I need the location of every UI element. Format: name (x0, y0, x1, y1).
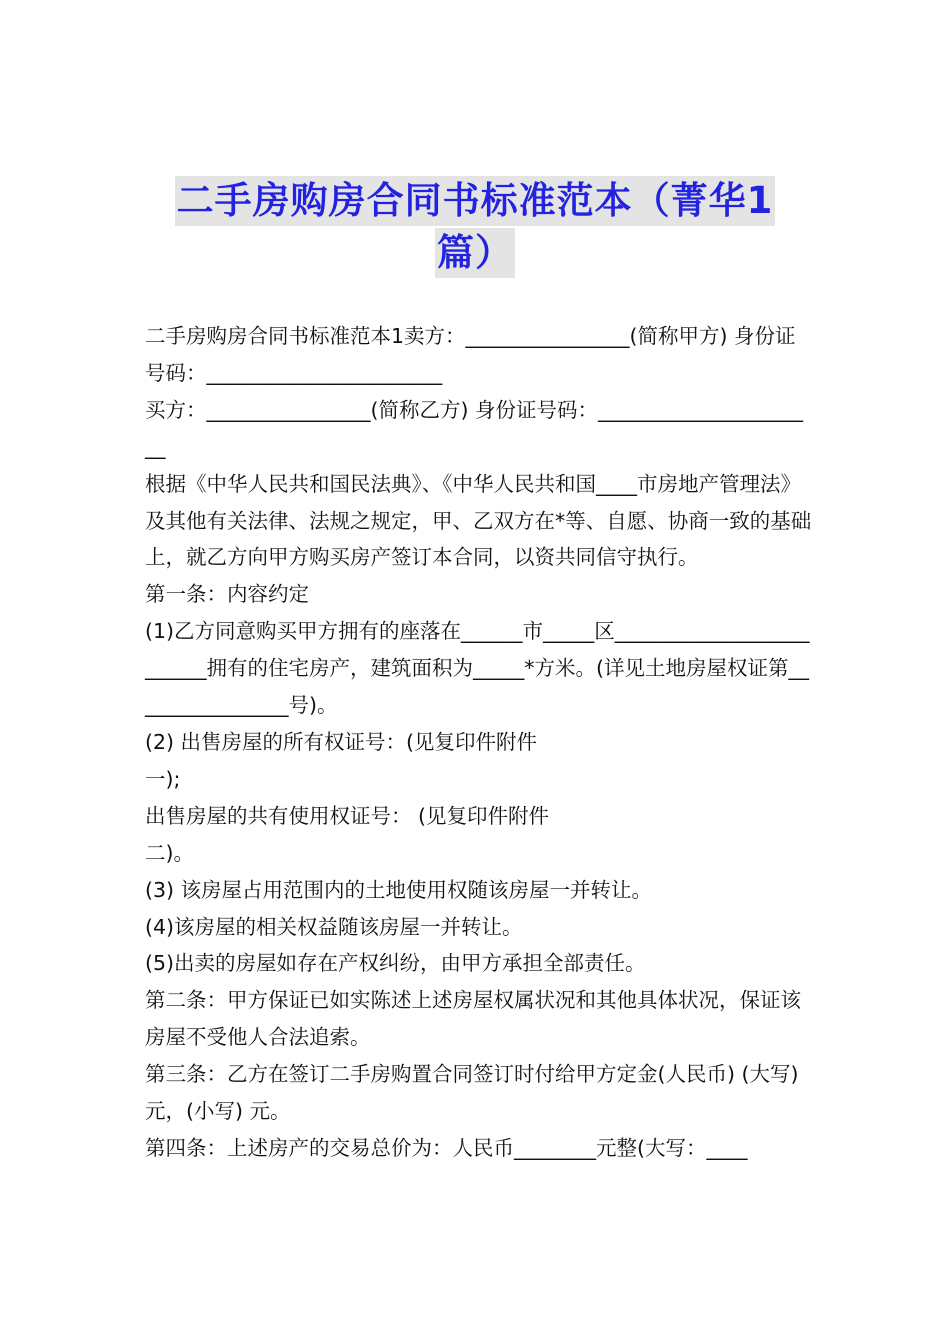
paragraph-parties-buyer: 买方：________________(简称乙方) 身份证号码：______________________ (145, 397, 804, 459)
document-title (120, 176, 830, 278)
paragraph-parties-seller: 二手房购房合同书标准范本1卖方：________________(简称甲方) 身份证号码：_______________________ (145, 324, 796, 385)
article-1-item-5: (5)出卖的房屋如存在产权纠纷，由甲方承担全部责任。 (145, 951, 646, 976)
article-1-item-4: (4)该房屋的相关权益随该房屋一并转让。 (145, 914, 523, 939)
article-1-shared-use-cert-cont: 二)。 (145, 840, 194, 865)
paragraph-legal-basis: 根据《中华人民共和国民法典》、《中华人民共和国____市房地产管理法》及其他有关法律、法规之规定，甲、乙双方在*等、自愿、协商一致的基础上，就乙方向甲方购买房产签订本合同，以资共同信守执行。 (145, 471, 812, 570)
article-1-heading: 第一条：内容约定 (145, 582, 309, 607)
article-1-item-2-cont: 一); (145, 766, 181, 791)
article-1-item-3: (3) 该房屋占用范围内的土地使用权随该房屋一并转让。 (145, 877, 653, 902)
article-1-item-2: (2) 出售房屋的所有权证号：(见复印件附件 (145, 729, 538, 754)
article-2: 第二条：甲方保证已如实陈述上述房屋权属状况和其他具体状况，保证该房屋不受他人合法追索。 (145, 988, 801, 1050)
title-line-1: 二手房购房合同书标准范本（菁华1 (175, 176, 776, 226)
article-1-shared-use-cert: 出售房屋的共有使用权证号： (见复印件附件 (145, 803, 550, 828)
article-3: 第三条：乙方在签订二手房购置合同签订时付给甲方定金(人民币) (大写) 元，(小写) 元。 (145, 1062, 806, 1124)
article-1-item-1: (1)乙方同意购买甲方拥有的座落在______市_____区_________________________拥有的住宅房产，建筑面积为_____*方米。(详见土地房屋权证第________________号)。 (145, 619, 810, 718)
article-4: 第四条：上述房产的交易总价为：人民币________元整(大写：____ (145, 1135, 748, 1160)
contract-body (145, 318, 813, 1167)
title-line-2: 篇） (435, 228, 515, 278)
